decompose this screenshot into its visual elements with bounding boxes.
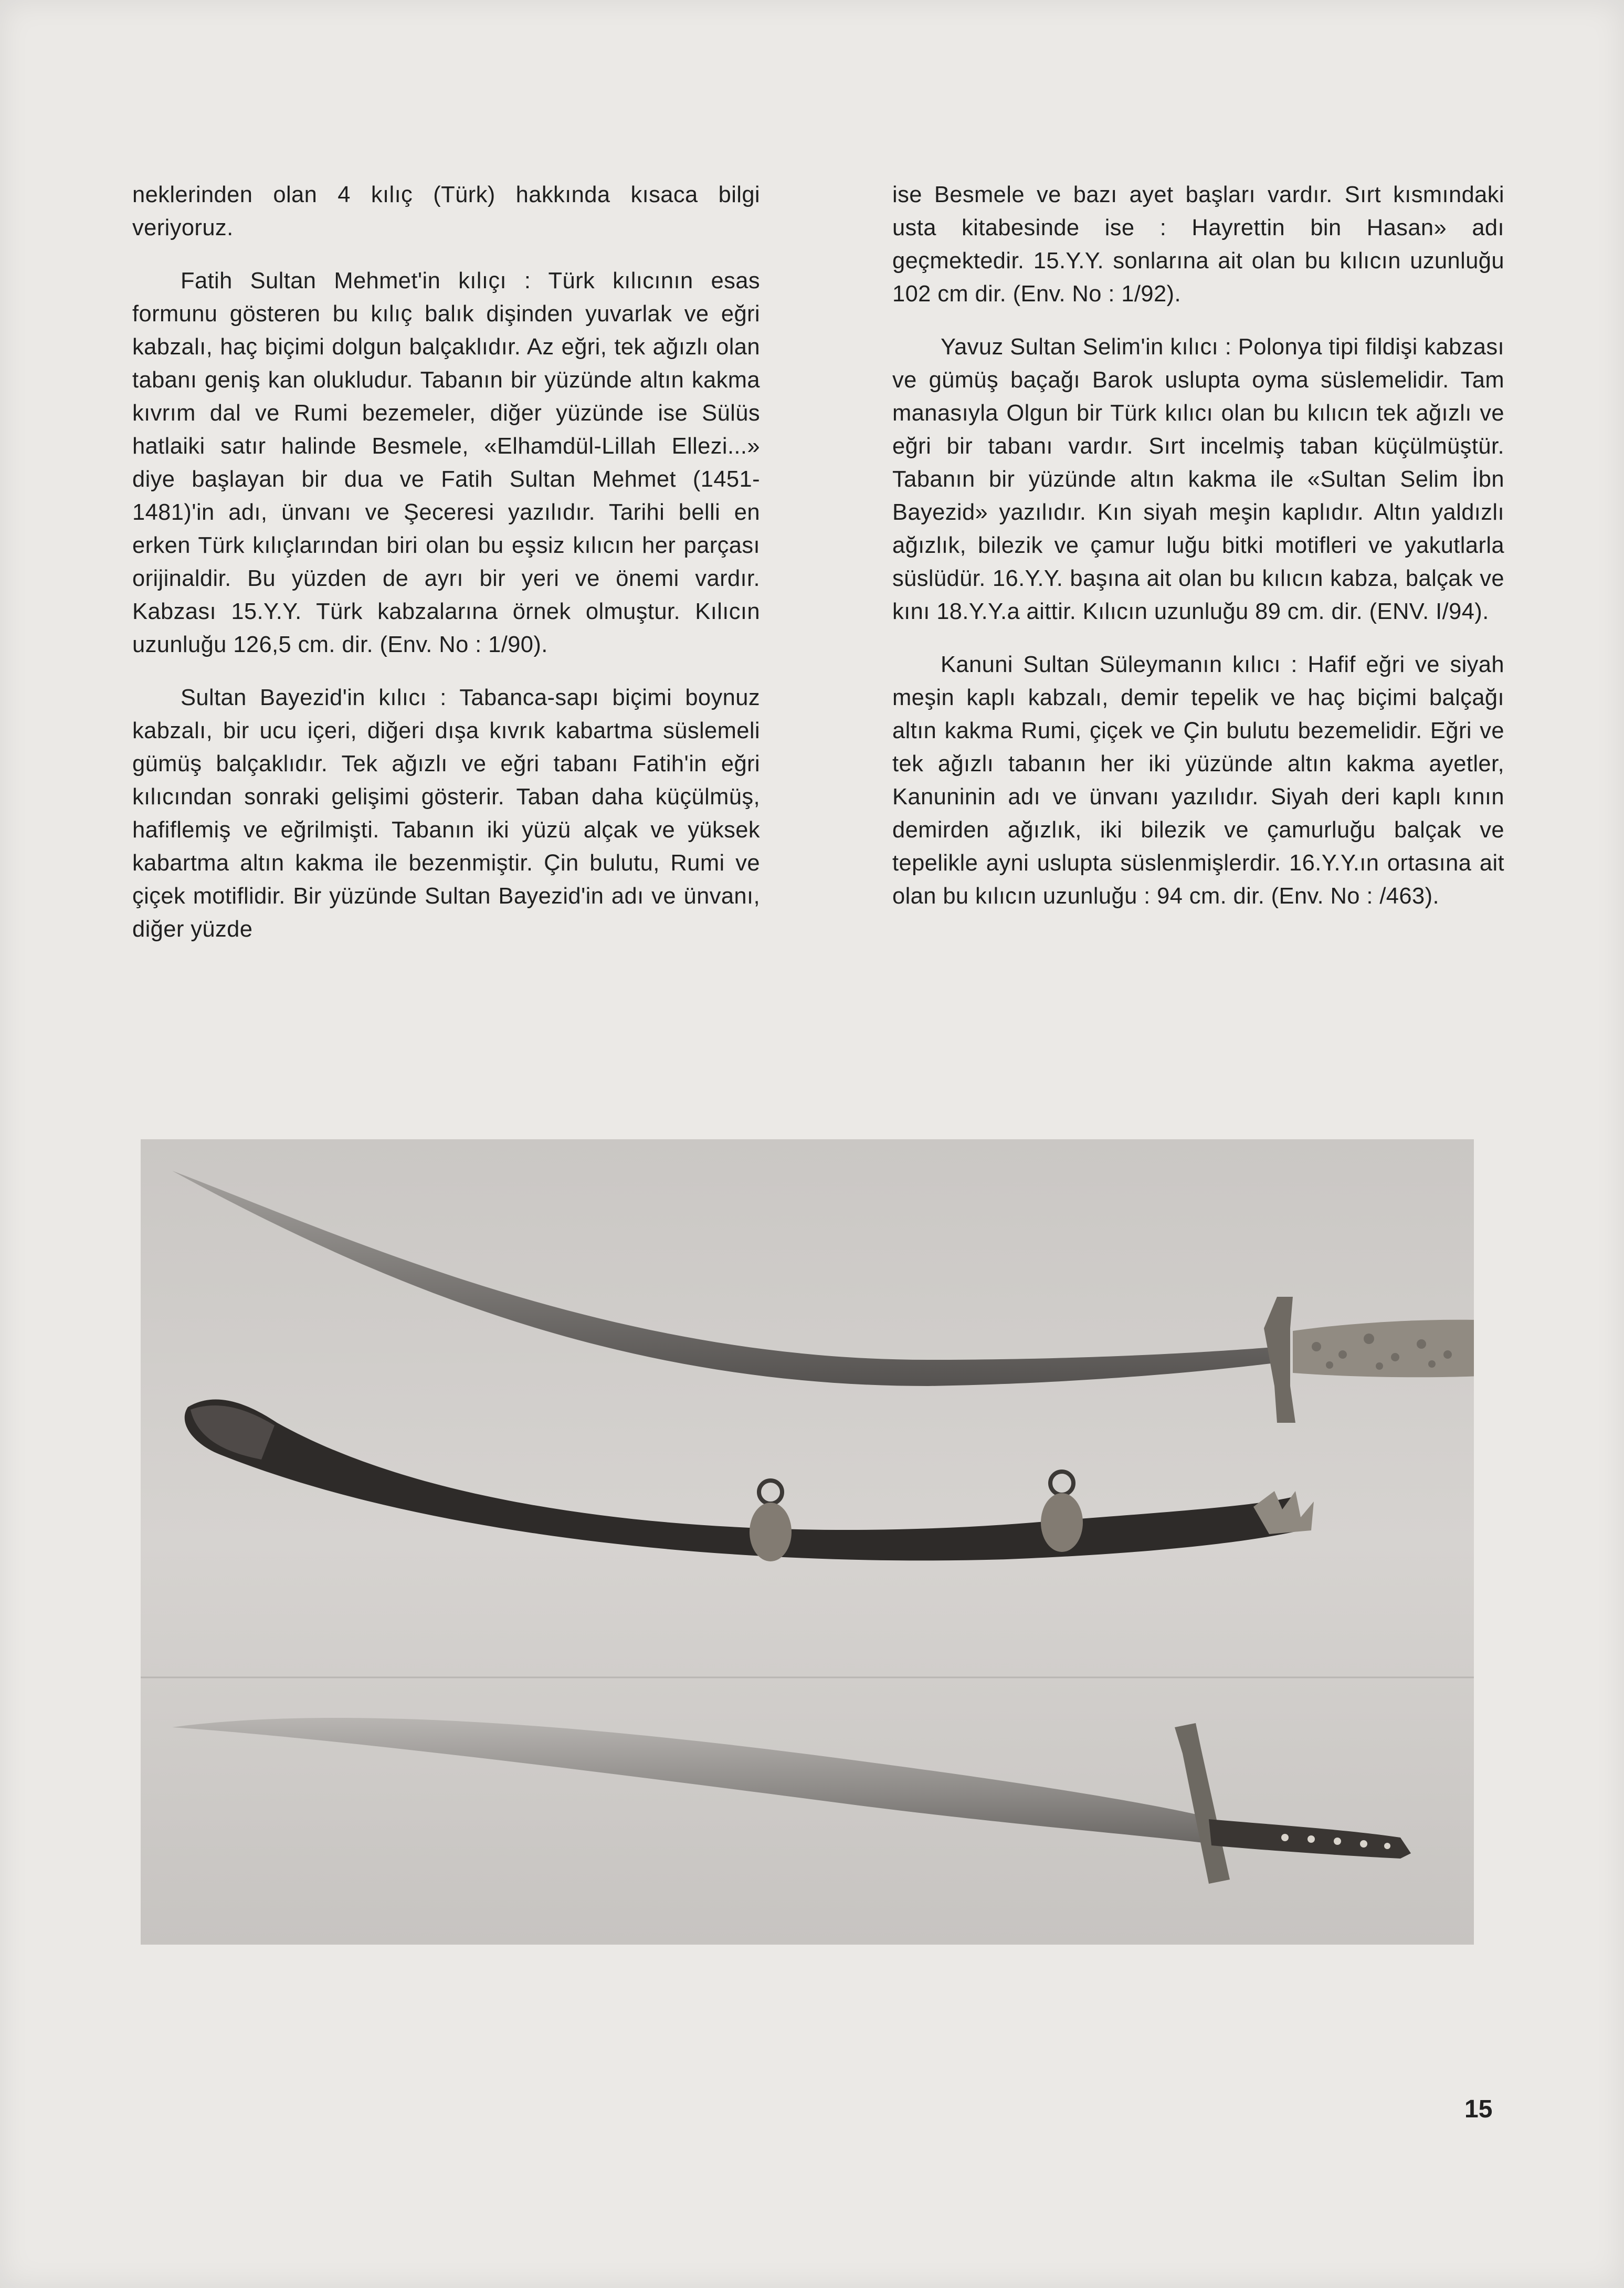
right-paragraph-2: Yavuz Sultan Selim'in kılıcı : Polonya tipi fildişi kabzası ve gümüş baçağı Barok uslupta oyma süslemelidir. Tam manasıyla Olgun bir Türk kılıcı olan bu kılıcın tek ağızlı ve eğri bir tabanı vardır. Sırt incelmiş taban küçülmüştür. Tabanın bir yüzünde altın kakma ile «Sultan Selim İbn Bayezid» yazılıdır. Kın siyah meşin kaplıdır. Altın yaldızlı ağızlık, bilezik ve çamur luğu bitki motifleri ve yakutlarla süslüdür. 16.Y.Y. başına ait olan bu kılıcın kabza, balçak ve kını 18.Y.Y.a aittir. Kılıcın uzunluğu 89 cm. dir. (ENV. I/94). — [892, 334, 1504, 624]
left-paragraph-1: neklerinden olan 4 kılıç (Türk) hakkında kısaca bilgi veriyoruz. — [132, 182, 760, 240]
right-column — [892, 179, 1504, 913]
right-paragraph-1: ise Besmele ve bazı ayet başları vardır. Sırt kısmındaki usta kitabesinde ise : Hayrettin bin Hasan» adı geçmektedir. 15.Y.Y. sonlarına ait olan bu kılıcın uzunluğu 102 cm dir. (Env. No : 1/92). — [892, 182, 1504, 307]
right-paragraph-3: Kanuni Sultan Süleymanın kılıcı : Hafif eğri ve siyah meşin kaplı kabzalı, demir tepelik ve haç biçimi balçağı altın kakma Rumi, çiçek ve Çin bulutu bezemelidir. Eğri ve tek ağızlı tabanın her iki yüzünde altın kakma ayetler, Kanuninin adı ve ünvanı yazılıdır. Siyah deri kaplı kının demirden ağızlık, iki bilezik ve çamurluğu balçak ve tepelikle ayni uslupta süslenmişlerdir. 16.Y.Y.ın ortasına ait olan bu kılıcın uzunluğu : 94 cm. dir. (Env. No : /463). — [892, 652, 1504, 909]
left-column — [132, 179, 760, 946]
left-paragraph-2: Fatih Sultan Mehmet'in kılıçı : Türk kılıcının esas formunu gösteren bu kılıç balık dişinden yuvarlak ve eğri kabzalı, haç biçimi dolgun balçaklıdır. Az eğri, tek ağızlı olan tabanı geniş kan olukludur. Tabanın bir yüzünde altın kakma kıvrım dal ve Rumi bezemeler, diğer yüzünde ise Sülüs hatlaiki satır halinde Besmele, «Elhamdül-Lillah Ellezi...» diye başlayan bir dua ve Fatih Sultan Mehmet (1451-1481)'in adı, ünvanı ve Şeceresi yazılıdır. Tarihi belli en erken Türk kılıçlarından biri olan bu eşsiz kılıcın her parçası orijinaldir. Bu yüzden de ayrı bir yeri ve önemi vardır. Kabzası 15.Y.Y. Türk kabzalarına örnek olmuştur. Kılıcın uzunluğu 126,5 cm. dir. (Env. No : 1/90). — [132, 268, 760, 657]
swords-photograph — [141, 1139, 1474, 1945]
page-number: 15 — [1464, 2095, 1493, 2123]
left-paragraph-3: Sultan Bayezid'in kılıcı : Tabanca-sapı biçimi boynuz kabzalı, bir ucu içeri, diğeri dışa kıvrık kabartma süslemeli gümüş balçaklıdır. Tek ağızlı ve eğri tabanı Fatih'in eğri kılıcından sonraki gelişimi gösterir. Taban daha küçülmüş, hafiflemiş ve eğrilmişti. Tabanın iki yüzü alçak ve yüksek kabartma altın kakma ile bezenmiştir. Çin bulutu, Rumi ve çiçek motiflidir. Bir yüzünde Sultan Bayezid'in adı ve ünvanı, diğer yüzde — [132, 685, 760, 942]
